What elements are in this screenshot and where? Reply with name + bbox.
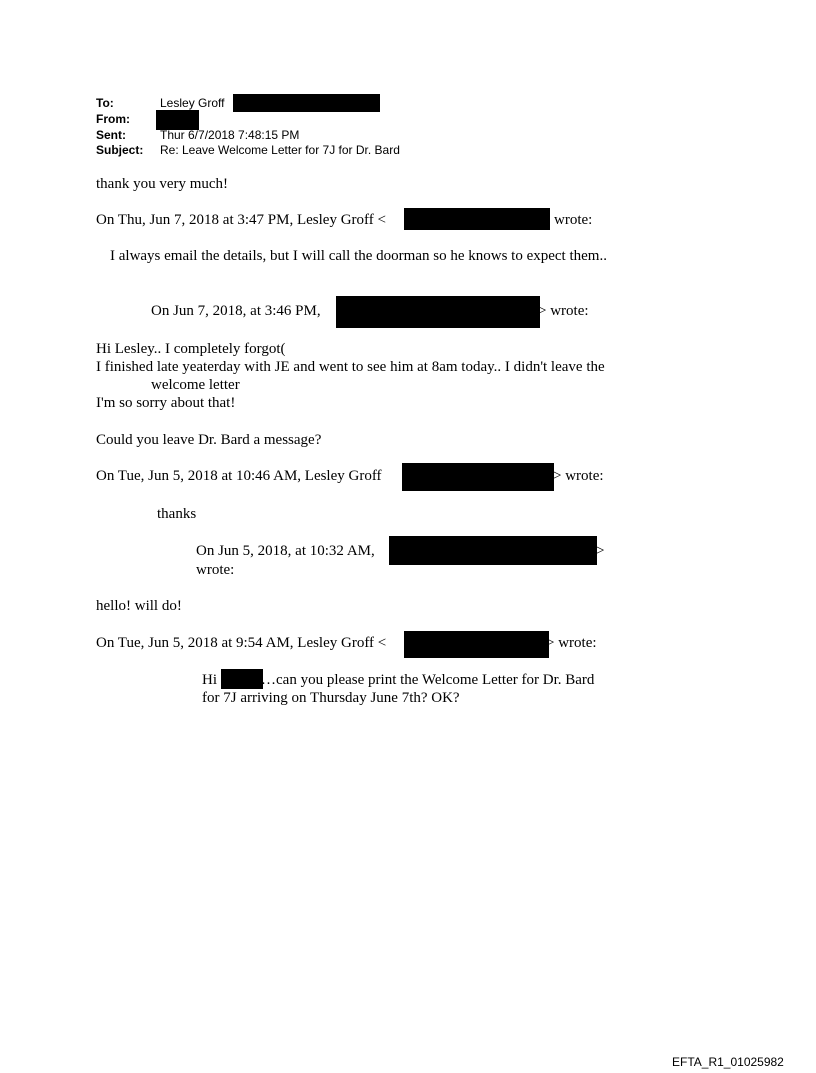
document-id: EFTA_R1_01025982 bbox=[672, 1055, 784, 1069]
from-label: From: bbox=[96, 112, 130, 126]
body-line: for 7J arriving on Thursday June 7th? OK? bbox=[202, 690, 460, 706]
body-line: Hi Lesley.. I completely forgot( bbox=[96, 341, 286, 357]
body-line: On Jun 5, 2018, at 10:32 AM, bbox=[196, 543, 375, 559]
body-line: wrote: bbox=[196, 562, 235, 578]
body-line: On Tue, Jun 5, 2018 at 9:54 AM, Lesley Groff < bbox=[96, 635, 387, 651]
body-line: > wrote: bbox=[546, 635, 597, 651]
body-line: > wrote: bbox=[538, 303, 589, 319]
to-label: To: bbox=[96, 96, 114, 110]
body-line: > wrote: bbox=[553, 468, 604, 484]
redaction-box bbox=[404, 631, 549, 658]
redaction-box bbox=[156, 110, 199, 130]
body-line: > bbox=[596, 543, 605, 559]
redaction-box bbox=[402, 463, 554, 491]
redaction-box bbox=[221, 669, 263, 689]
redaction-box bbox=[233, 94, 380, 112]
body-line: …can you please print the Welcome Letter for Dr. Bard bbox=[261, 672, 595, 688]
body-line: Could you leave Dr. Bard a message? bbox=[96, 432, 322, 448]
to-value: Lesley Groff bbox=[160, 96, 225, 110]
body-line: thank you very much! bbox=[96, 176, 229, 192]
body-line: I always email the details, but I will call the doorman so he knows to expect them.. bbox=[110, 248, 607, 264]
subject-label: Subject: bbox=[96, 143, 144, 157]
body-line: hello! will do! bbox=[96, 598, 182, 614]
body-line: wrote: bbox=[554, 212, 593, 228]
redaction-box bbox=[404, 208, 550, 230]
redaction-box bbox=[336, 296, 540, 328]
body-line: On Tue, Jun 5, 2018 at 10:46 AM, Lesley Groff bbox=[96, 468, 382, 484]
body-line: On Jun 7, 2018, at 3:46 PM, bbox=[151, 303, 321, 319]
body-line: Hi bbox=[202, 672, 217, 688]
body-line: welcome letter bbox=[151, 377, 240, 393]
sent-value: Thur 6/7/2018 7:48:15 PM bbox=[160, 128, 300, 142]
subject-value: Re: Leave Welcome Letter for 7J for Dr. Bard bbox=[160, 143, 400, 157]
body-line: I'm so sorry about that! bbox=[96, 395, 236, 411]
body-line: On Thu, Jun 7, 2018 at 3:47 PM, Lesley Groff < bbox=[96, 212, 386, 228]
body-line: thanks bbox=[157, 506, 197, 522]
redaction-box bbox=[389, 536, 597, 565]
body-line: I finished late yeaterday with JE and went to see him at 8am today.. I didn't leave the bbox=[96, 359, 605, 375]
sent-label: Sent: bbox=[96, 128, 126, 142]
